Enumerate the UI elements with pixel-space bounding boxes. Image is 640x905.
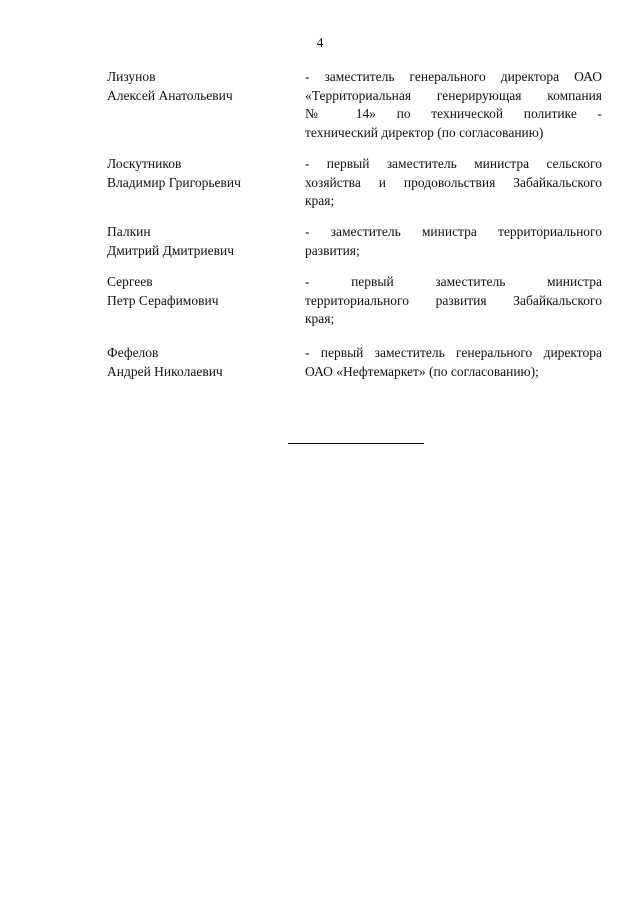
member-name — [107, 223, 287, 260]
end-of-list-rule — [288, 443, 424, 444]
role-line: - заместитель генерального директора ОАО — [305, 69, 602, 84]
member-name — [107, 344, 287, 381]
member-role — [305, 155, 602, 211]
role-line: края; — [305, 193, 335, 209]
member-surname: Лизунов — [107, 69, 156, 84]
member-given-names: Алексей Анатольевич — [107, 87, 233, 103]
member-name — [107, 273, 287, 310]
role-line: хозяйства и продовольствия Забайкальского — [305, 174, 602, 190]
member-given-names: Владимир Григорьевич — [107, 174, 241, 190]
role-line: территориального развития Забайкальского — [305, 292, 602, 308]
role-line: - первый заместитель генерального директора — [305, 345, 602, 360]
role-line: края; — [305, 311, 335, 327]
member-surname: Лоскутников — [107, 156, 182, 171]
member-name — [107, 155, 287, 192]
member-role — [305, 273, 602, 329]
role-line: «Территориальная генерирующая компания — [305, 87, 602, 103]
role-line: развития; — [305, 242, 360, 258]
role-line: - заместитель министра территориального — [305, 224, 602, 239]
member-given-names: Петр Серафимович — [107, 292, 219, 308]
member-given-names: Андрей Николаевич — [107, 363, 223, 379]
role-line: ОАО «Нефтемаркет» (по согласованию); — [305, 363, 539, 379]
member-surname: Палкин — [107, 224, 151, 239]
member-given-names: Дмитрий Дмитриевич — [107, 242, 235, 258]
member-role — [305, 344, 602, 381]
role-line: - первый заместитель министра — [305, 274, 602, 289]
role-line: - первый заместитель министра сельского — [305, 156, 602, 171]
role-line: № 14» по технической политике - — [305, 106, 602, 122]
member-role — [305, 68, 602, 142]
member-role — [305, 223, 602, 260]
role-line: технический директор (по согласованию) — [305, 124, 544, 140]
member-surname: Сергеев — [107, 274, 153, 289]
page-number: 4 — [316, 35, 324, 50]
member-name — [107, 68, 287, 105]
member-surname: Фефелов — [107, 345, 159, 360]
